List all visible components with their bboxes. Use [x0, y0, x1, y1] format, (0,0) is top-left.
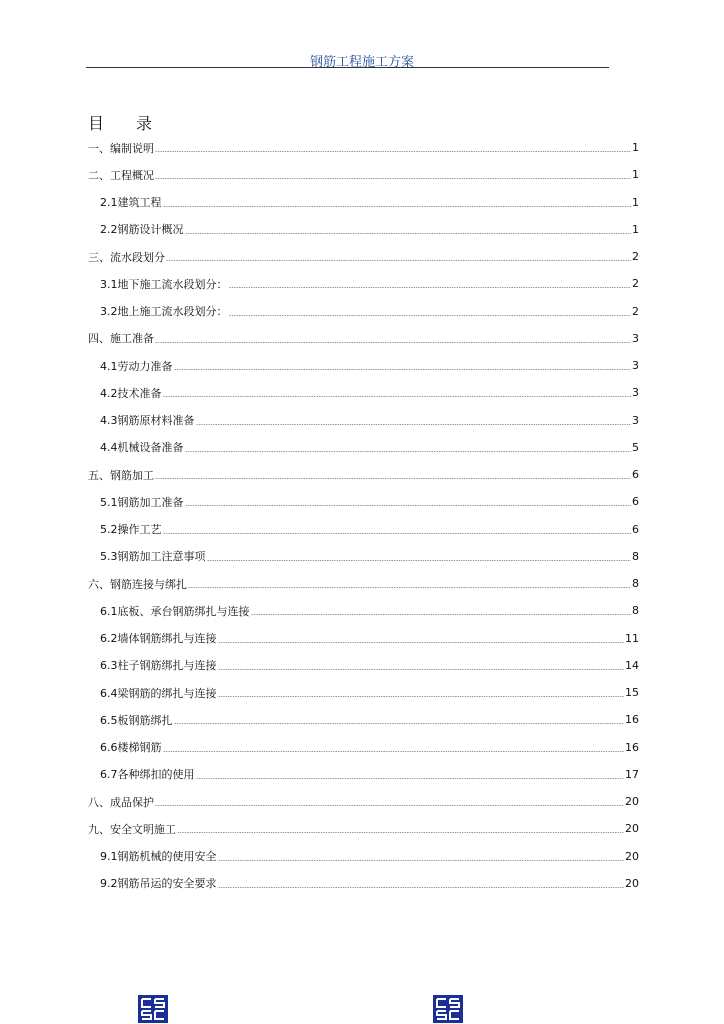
toc-entry-number: 4.3	[100, 414, 118, 428]
toc-dot-leader	[196, 778, 625, 779]
toc-entry-text: 梁钢筋的绑扎与连接	[117, 686, 217, 700]
toc-page-number: 1	[632, 168, 639, 182]
toc-page-number: 2	[632, 304, 639, 318]
toc-entry[interactable]	[88, 543, 639, 570]
toc-entry[interactable]	[88, 761, 639, 788]
toc-entry-number: 2.2	[100, 223, 118, 237]
toc-page-number: 20	[625, 849, 639, 863]
toc-entry-title	[100, 276, 228, 292]
toc-dot-leader	[185, 233, 632, 234]
toc-entry-title	[100, 739, 162, 755]
toc-entry-number: 4.2	[100, 386, 118, 400]
toc-page-number: 16	[625, 713, 639, 727]
toc-dot-leader	[163, 751, 625, 752]
toc-entry-text: 钢筋原材料准备	[117, 414, 195, 428]
toc-entry-title	[100, 194, 162, 210]
toc-entry-title	[100, 630, 217, 646]
toc-entry-title	[100, 657, 217, 673]
toc-dot-leader	[207, 560, 632, 561]
toc-entry-title	[100, 766, 195, 782]
toc-entry[interactable]	[88, 379, 639, 406]
toc-entry[interactable]	[88, 161, 639, 188]
toc-entry-title	[100, 385, 162, 401]
toc-dot-leader	[155, 342, 631, 343]
toc-page-number: 15	[625, 686, 639, 700]
toc-entry-title	[100, 712, 173, 728]
toc-entry-number: 2.1	[100, 196, 118, 210]
toc-entry-number: 5.2	[100, 523, 118, 537]
toc-entry-text: 六、钢筋连接与绑扎	[88, 577, 187, 591]
toc-dot-leader	[155, 178, 631, 179]
toc-page-number: 6	[632, 522, 639, 536]
toc-dot-leader	[218, 669, 625, 670]
toc-dot-leader	[185, 505, 632, 506]
cscec-logo-icon	[138, 995, 168, 1023]
toc-entry[interactable]	[88, 625, 639, 652]
toc-page-number: 2	[632, 250, 639, 264]
toc-page-number: 1	[632, 222, 639, 236]
toc-entry-text: 钢筋吊运的安全要求	[117, 877, 217, 891]
toc-page-number: 14	[625, 658, 639, 672]
toc-page-number: 8	[632, 577, 639, 591]
toc-dot-leader	[218, 642, 625, 643]
toc-entry-text: 板钢筋绑扎	[117, 713, 173, 727]
toc-entry-text: 操作工艺	[117, 523, 162, 537]
toc-entry-text: 钢筋加工准备	[117, 495, 184, 509]
toc-entry-number: 5.1	[100, 495, 118, 509]
toc-dot-leader	[155, 478, 631, 479]
toc-entry-number: 6.7	[100, 768, 118, 782]
toc-entry[interactable]	[88, 652, 639, 679]
toc-entry-text: 机械设备准备	[117, 441, 184, 455]
toc-entry-text: 九、安全文明施工	[88, 822, 176, 836]
toc-dot-leader	[155, 805, 624, 806]
toc-entry-text: 一、编制说明	[88, 141, 154, 155]
toc-page-number: 3	[632, 413, 639, 427]
toc-entry-title	[100, 548, 206, 564]
toc-entry-title	[100, 221, 184, 237]
toc-entry-text: 各种绑扣的使用	[117, 768, 195, 782]
toc-entry[interactable]	[88, 516, 639, 543]
header-rule	[86, 67, 609, 68]
toc-entry-text: 二、工程概况	[88, 168, 154, 182]
toc-entry-title	[88, 576, 187, 592]
toc-entry-text: 三、流水段划分	[88, 250, 165, 264]
toc-page-number: 2	[632, 277, 639, 291]
toc-entry-number: 6.2	[100, 632, 118, 646]
toc-entry-title	[100, 685, 217, 701]
toc-entry-number: 6.4	[100, 686, 118, 700]
toc-page-number: 20	[625, 822, 639, 836]
toc-entry-text: 地上施工流水段划分：	[117, 305, 228, 319]
toc-entry-text: 四、施工准备	[88, 332, 154, 346]
toc-entry[interactable]	[88, 434, 639, 461]
toc-entry-number: 3.1	[100, 277, 118, 291]
toc-dot-leader	[174, 369, 632, 370]
toc-entry-number: 4.4	[100, 441, 118, 455]
toc-entry-text: 底板、承台钢筋绑扎与连接	[117, 604, 250, 618]
toc-entry-text: 地下施工流水段划分：	[117, 277, 228, 291]
toc-entry[interactable]	[88, 570, 639, 597]
toc-dot-leader	[229, 287, 632, 288]
toc-page-number: 1	[632, 141, 639, 155]
toc-entry-number: 6.5	[100, 713, 118, 727]
toc-entry-title	[88, 330, 154, 346]
toc-dot-leader	[229, 315, 632, 316]
toc-page-number: 3	[632, 359, 639, 373]
toc-entry[interactable]	[88, 734, 639, 761]
toc-heading	[88, 111, 152, 134]
toc-dot-leader	[218, 887, 625, 888]
toc-entry[interactable]	[88, 407, 639, 434]
toc-dot-leader	[163, 533, 632, 534]
toc-entry[interactable]	[88, 270, 639, 297]
toc-dot-leader	[218, 696, 625, 697]
toc-entry[interactable]	[88, 298, 639, 325]
toc-entry[interactable]	[88, 706, 639, 733]
toc-page-number: 16	[625, 740, 639, 754]
toc-page-number: 3	[632, 386, 639, 400]
toc-entry-number: 5.3	[100, 550, 118, 564]
toc-entry-number: 9.1	[100, 850, 118, 864]
toc-entry-text: 钢筋设计概况	[117, 223, 184, 237]
toc-page-number: 1	[632, 195, 639, 209]
toc-page-number: 8	[632, 604, 639, 618]
toc-entry-title	[100, 439, 184, 455]
toc-entry-title	[100, 848, 217, 864]
toc-entry-text: 八、成品保护	[88, 795, 154, 809]
toc-dot-leader	[177, 832, 624, 833]
toc-entry-title	[88, 167, 154, 183]
toc-entry-text: 柱子钢筋绑扎与连接	[117, 659, 217, 673]
toc-entry[interactable]	[88, 216, 639, 243]
toc-page-number: 5	[632, 440, 639, 454]
toc-entry-title	[100, 521, 162, 537]
toc-page-number: 11	[625, 631, 639, 645]
toc-entry[interactable]	[88, 870, 639, 897]
toc-page-number: 17	[625, 767, 639, 781]
toc-entry-number: 9.2	[100, 877, 118, 891]
toc-entry-text: 技术准备	[117, 386, 162, 400]
toc-dot-leader	[174, 723, 625, 724]
toc-entry-text: 五、钢筋加工	[88, 468, 154, 482]
toc-entry-text: 楼梯钢筋	[117, 741, 162, 755]
toc-entry[interactable]	[88, 325, 639, 352]
toc-dot-leader	[188, 587, 631, 588]
toc-entry-title	[88, 821, 176, 837]
toc-page-number: 20	[625, 876, 639, 890]
toc-entry-number: 6.6	[100, 741, 118, 755]
table-of-contents	[88, 134, 639, 897]
toc-entry-title	[100, 358, 173, 374]
toc-entry[interactable]	[88, 843, 639, 870]
page-header-title: 钢筋工程施工方案	[309, 55, 414, 70]
toc-entry-number: 6.1	[100, 604, 118, 618]
toc-dot-leader	[218, 860, 625, 861]
toc-entry-title	[100, 303, 228, 319]
toc-entry[interactable]	[88, 815, 639, 842]
toc-heading-left: 目	[88, 114, 105, 133]
toc-entry-title	[88, 140, 154, 156]
toc-page-number: 6	[632, 495, 639, 509]
toc-entry-number: 3.2	[100, 305, 118, 319]
toc-dot-leader	[163, 206, 632, 207]
toc-entry-number: 6.3	[100, 659, 118, 673]
toc-entry-number: 4.1	[100, 359, 118, 373]
toc-dot-leader	[163, 396, 632, 397]
toc-entry[interactable]	[88, 134, 639, 161]
toc-entry-text: 钢筋加工注意事项	[117, 550, 206, 564]
toc-entry-title	[100, 412, 195, 428]
toc-entry-text: 钢筋机械的使用安全	[117, 850, 217, 864]
toc-dot-leader	[196, 424, 632, 425]
toc-entry-title	[88, 249, 165, 265]
toc-heading-right: 录	[136, 114, 153, 133]
cscec-logo-icon	[433, 995, 463, 1023]
toc-dot-leader	[251, 614, 632, 615]
toc-dot-leader	[166, 260, 631, 261]
toc-entry[interactable]	[88, 189, 639, 216]
toc-page-number: 6	[632, 468, 639, 482]
toc-entry[interactable]	[88, 788, 639, 815]
toc-entry-text: 劳动力准备	[117, 359, 173, 373]
toc-entry-title	[88, 467, 154, 483]
toc-page-number: 3	[632, 331, 639, 345]
toc-entry[interactable]	[88, 461, 639, 488]
toc-entry-text: 墙体钢筋绑扎与连接	[117, 632, 217, 646]
toc-page-number: 8	[632, 549, 639, 563]
toc-entry-text: 建筑工程	[117, 196, 162, 210]
toc-entry-title	[100, 875, 217, 891]
toc-entry[interactable]	[88, 243, 639, 270]
toc-page-number: 20	[625, 795, 639, 809]
toc-entry[interactable]	[88, 352, 639, 379]
toc-entry-title	[100, 494, 184, 510]
toc-entry[interactable]	[88, 488, 639, 515]
toc-dot-leader	[155, 151, 631, 152]
toc-entry-title	[100, 603, 250, 619]
toc-entry-title	[88, 794, 154, 810]
toc-entry[interactable]	[88, 597, 639, 624]
toc-dot-leader	[185, 451, 632, 452]
toc-entry[interactable]	[88, 679, 639, 706]
